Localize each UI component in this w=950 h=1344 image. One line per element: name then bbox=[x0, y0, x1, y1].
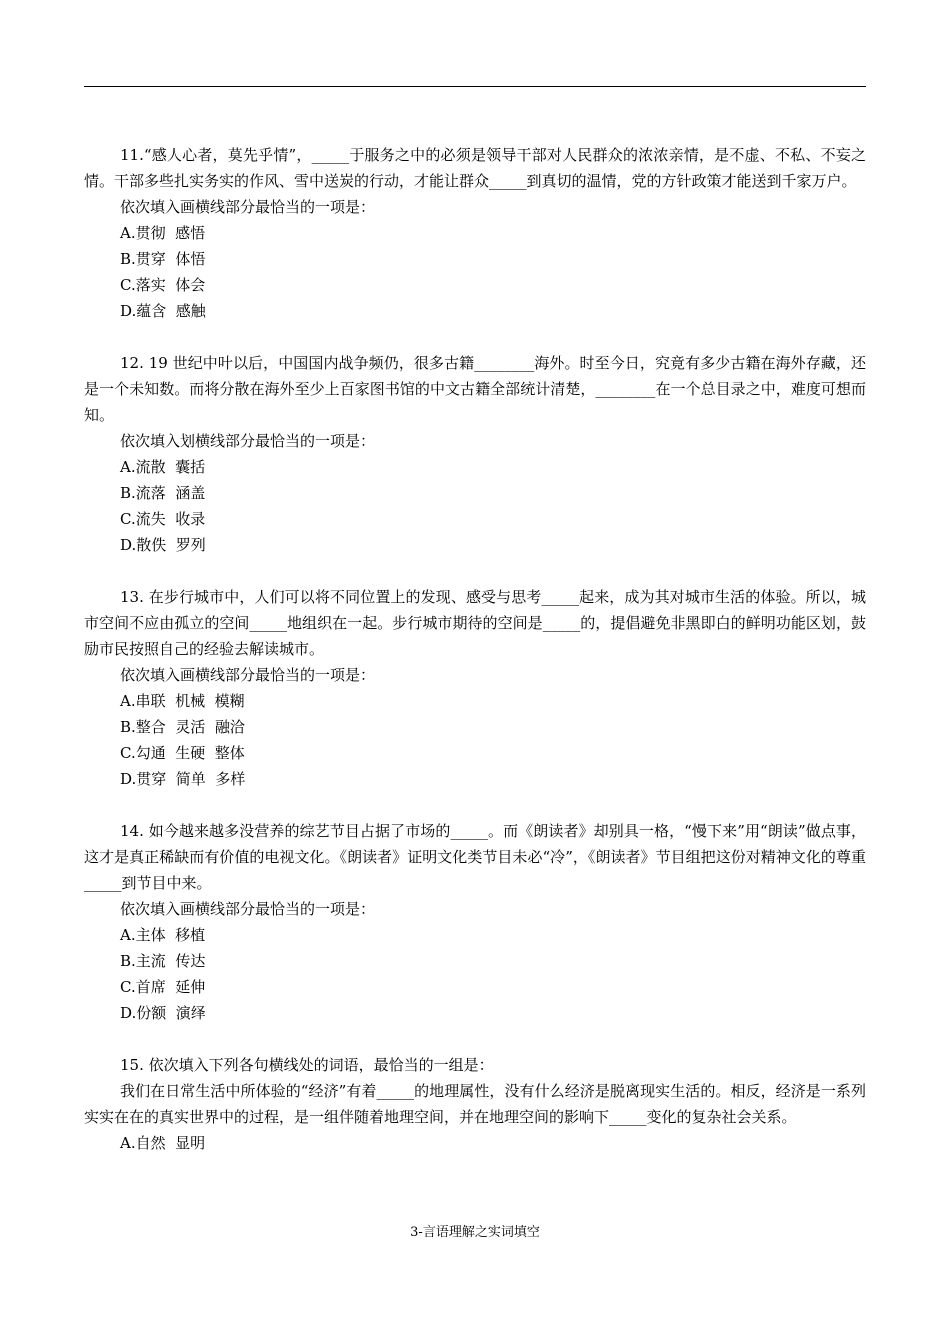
question-passage: 我们在日常生活中所体验的“经济”有着_____的地理属性，没有什么经济是脱离现实生活的。相反，经济是一系列实实在在的真实世界中的过程，是一组伴随着地理空间，并在地理空间的影响下_____变化的复杂社会关系。 bbox=[84, 1082, 866, 1126]
question-stem: 13. 在步行城市中，人们可以将不同位置上的发现、感受与思考_____起来，成为其对城市生活的体验。所以，城市空间不应由孤立的空间_____地组织在一起。步行城市期待的空间是_____的，提倡避免非黑即白的鲜明功能区划，鼓励市民按照自己的经验去解读城市。 bbox=[84, 588, 866, 658]
question-11 bbox=[84, 142, 866, 324]
option-d: D.散佚 罗列 bbox=[120, 536, 206, 554]
option-a: A.自然 显明 bbox=[120, 1134, 206, 1152]
option-a: A.流散 囊括 bbox=[120, 458, 206, 476]
option-b: B.贯穿 体悟 bbox=[120, 250, 206, 268]
question-stem: 14. 如今越来越多没营养的综艺节目占据了市场的_____。而《朗读者》却别具一格，“慢下来”用“朗读”做点事，这才是真正稀缺而有价值的电视文化。《朗读者》证明文化类节目未必“冷”，《朗读者》节目组把这份对精神文化的尊重_____到节目中来。 bbox=[84, 822, 866, 892]
option-c: C.首席 延伸 bbox=[120, 978, 206, 996]
option-b: B.整合 灵活 融洽 bbox=[120, 718, 245, 736]
option-a: A.串联 机械 模糊 bbox=[120, 692, 245, 710]
option-list bbox=[84, 1130, 866, 1156]
option-b: B.主流 传达 bbox=[120, 952, 206, 970]
question-prompt: 依次填入画横线部分最恰当的一项是： bbox=[120, 666, 376, 684]
document-body bbox=[84, 142, 866, 1182]
question-stem: 12. 19 世纪中叶以后，中国国内战争频仍，很多古籍________海外。时至今日，究竟有多少古籍在海外存藏，还是一个未知数。而将分散在海外至少上百家图书馆的中文古籍全部统计清楚，________在一个总目录之中，难度可想而知。 bbox=[84, 354, 866, 424]
question-13 bbox=[84, 584, 866, 792]
option-b: B.流落 涵盖 bbox=[120, 484, 206, 502]
option-d: D.份额 演绎 bbox=[120, 1004, 206, 1022]
page-footer: 3-言语理解之实词填空 bbox=[410, 1225, 540, 1240]
question-15 bbox=[84, 1052, 866, 1156]
option-list bbox=[84, 220, 866, 324]
question-prompt: 依次填入画横线部分最恰当的一项是： bbox=[120, 900, 376, 918]
question-14 bbox=[84, 818, 866, 1026]
option-d: D.蕴含 感触 bbox=[120, 302, 206, 320]
question-stem: 11.“感人心者，莫先乎情”，_____于服务之中的必须是领导干部对人民群众的浓浓亲情，是不虚、不私、不妄之情。干部多些扎实务实的作风、雪中送炭的行动，才能让群众_____到真切的温情，党的方针政策才能送到千家万户。 bbox=[84, 146, 866, 190]
option-list bbox=[84, 688, 866, 792]
option-a: A.主体 移植 bbox=[120, 926, 206, 944]
question-prompt: 依次填入划横线部分最恰当的一项是： bbox=[120, 432, 376, 450]
option-c: C.流失 收录 bbox=[120, 510, 206, 528]
question-12 bbox=[84, 350, 866, 558]
option-list bbox=[84, 922, 866, 1026]
option-c: C.勾通 生硬 整体 bbox=[120, 744, 245, 762]
option-d: D.贯穿 简单 多样 bbox=[120, 770, 246, 788]
option-a: A.贯彻 感悟 bbox=[120, 224, 206, 242]
question-stem: 15. 依次填入下列各句横线处的词语，最恰当的一组是： bbox=[120, 1056, 494, 1074]
option-list bbox=[84, 454, 866, 558]
header-rule bbox=[84, 86, 866, 87]
question-prompt: 依次填入画横线部分最恰当的一项是： bbox=[120, 198, 376, 216]
option-c: C.落实 体会 bbox=[120, 276, 206, 294]
